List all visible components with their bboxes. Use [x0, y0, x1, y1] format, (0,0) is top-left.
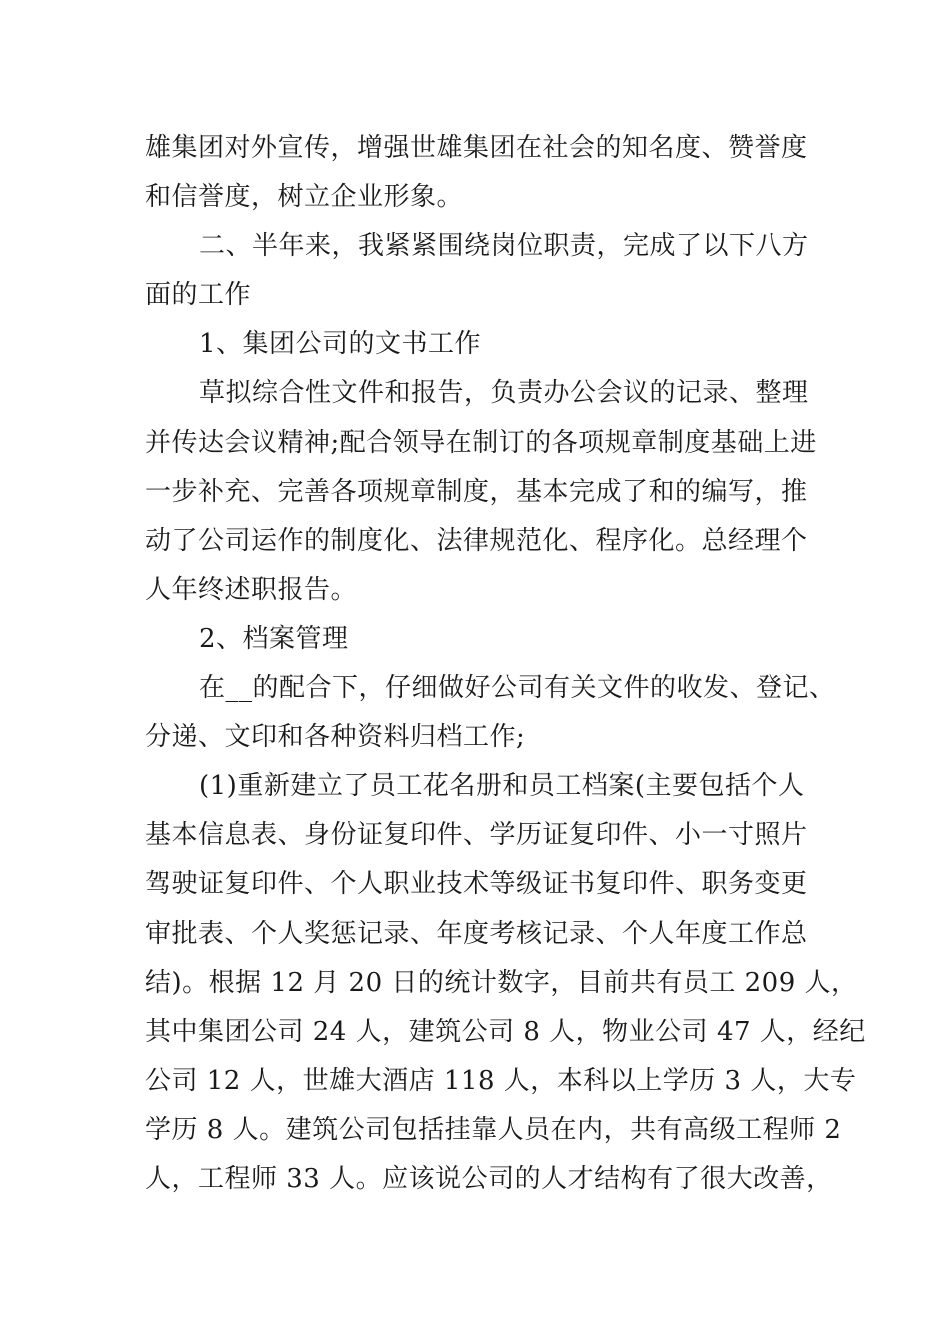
text-line: 人，工程师 33 人。应该说公司的人才结构有了很大改善，	[145, 1163, 833, 1194]
text-line: 其中集团公司 24 人，建筑公司 8 人，物业公司 47 人，经纪	[145, 1016, 866, 1047]
text-line: 雄集团对外宣传，增强世雄集团在社会的知名度、赞誉度	[145, 133, 808, 163]
paragraph-start: 在__的配合下，仔细做好公司有关文件的收发、登记、	[199, 673, 836, 704]
body-text	[145, 124, 866, 1204]
text-line: 面的工作	[145, 280, 252, 311]
text-line: 和信誉度，树立企业形象。	[145, 182, 464, 213]
text-line: 公司 12 人，世雄大酒店 118 人，本科以上学历 3 人，大专	[145, 1065, 857, 1096]
paragraph-start: (1)重新建立了员工花名册和员工档案(主要包括个人	[199, 771, 805, 802]
text-line: 分递、文印和各种资料归档工作;	[145, 722, 526, 753]
text-line: 并传达会议精神;配合领导在制订的各项规章制度基础上进	[145, 427, 817, 458]
subsection-heading: 2、档案管理	[199, 623, 349, 654]
text-line: 动了公司运作的制度化、法律规范化、程序化。总经理个	[145, 525, 808, 556]
subsection-heading: 1、集团公司的文书工作	[199, 329, 482, 360]
text-line: 结)。根据 12 月 20 日的统计数字，目前共有员工 209 人，	[145, 967, 858, 998]
text-line: 学历 8 人。建筑公司包括挂靠人员在内，共有高级工程师 2	[145, 1114, 842, 1145]
text-line: 基本信息表、身份证复印件、学历证复印件、小一寸照片	[145, 820, 808, 851]
paragraph-start: 草拟综合性文件和报告，负责办公会议的记录、整理	[199, 378, 809, 409]
section-heading: 二、半年来，我紧紧围绕岗位职责，完成了以下八方	[199, 231, 809, 262]
text-line: 人年终述职报告。	[145, 574, 358, 605]
text-line: 审批表、个人奖惩记录、年度考核记录、个人年度工作总	[145, 918, 808, 949]
text-line: 一步补充、完善各项规章制度，基本完成了和的编写，推	[145, 476, 808, 507]
text-line: 驾驶证复印件、个人职业技术等级证书复印件、职务变更	[145, 869, 808, 900]
